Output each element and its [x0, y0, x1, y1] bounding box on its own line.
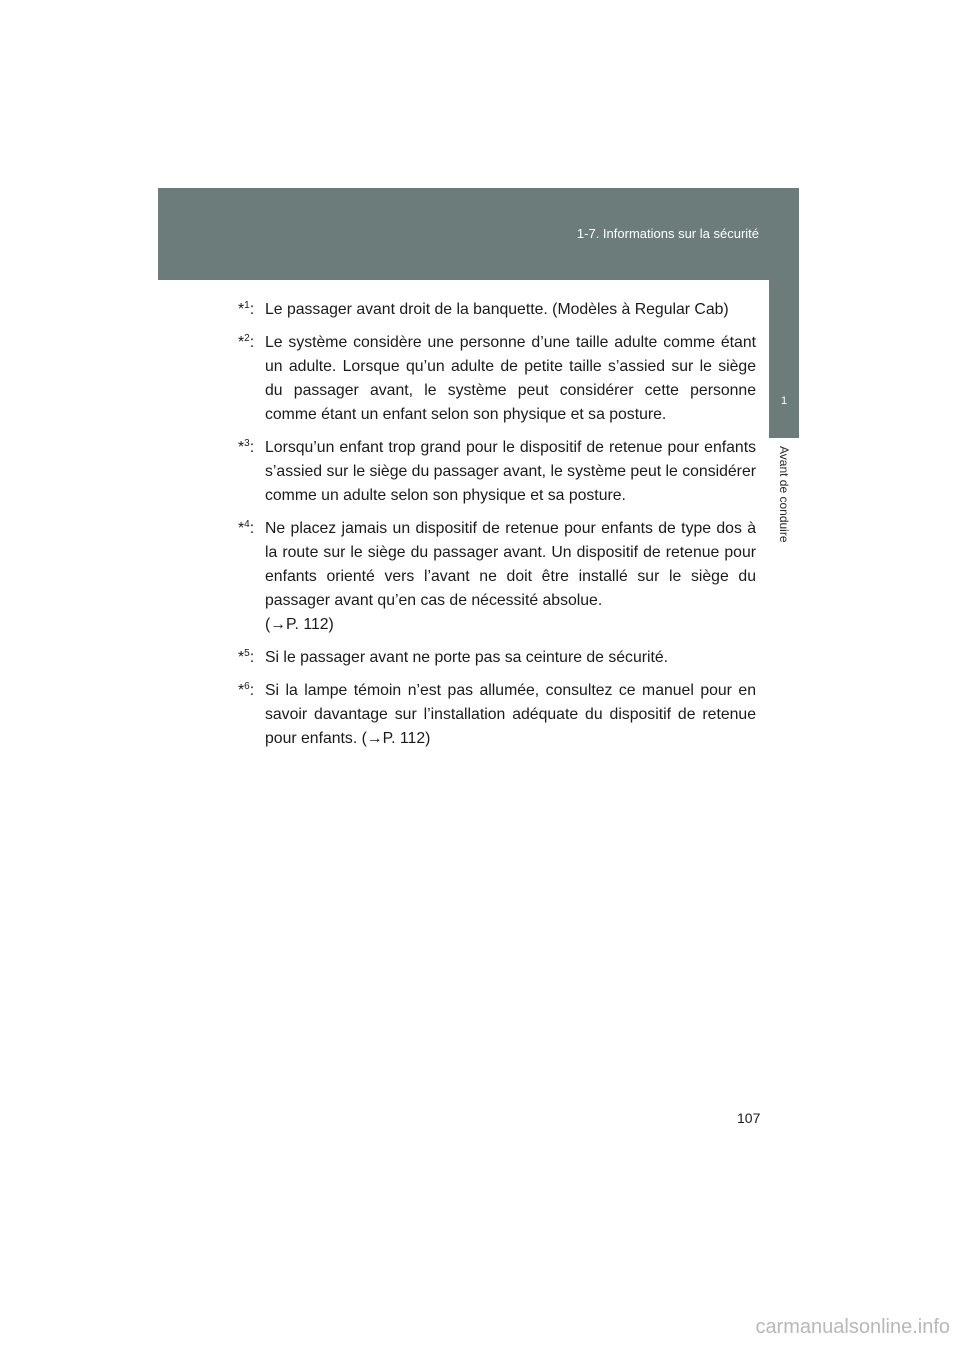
- footnote-marker: *$^1$:: [238, 300, 255, 318]
- footnote-1: [238, 298, 756, 322]
- footnote-4: [238, 517, 756, 637]
- footnote-marker: *$^3$:: [238, 438, 255, 456]
- footnote-5: [238, 646, 756, 670]
- footnote-3: [238, 436, 756, 508]
- footnote-marker: *$^2$:: [238, 333, 255, 351]
- footnote-text: Lorsqu’un enfant trop grand pour le dispositif de retenue pour enfants s’assied sur le siège du passager avant, le système peut le considérer comme un adulte selon son physique et sa posture.: [265, 439, 756, 504]
- footnote-text: Si la lampe témoin n’est pas allumée, consultez ce manuel pour en savoir davantage sur l’installation adéquate du dispositif de retenue pour enfants. (→P. 112): [265, 682, 756, 747]
- header-band: [158, 188, 799, 280]
- footnote-2: [238, 331, 756, 427]
- chapter-label-area: [769, 438, 799, 568]
- chapter-tab: [769, 280, 799, 438]
- footnote-text: Ne placez jamais un dispositif de retenue pour enfants de type dos à la route sur le siège du passager avant. Un dispositif de retenue pour enfants orienté vers l’avant ne doit être installé sur le siège du passager avant qu’en cas de nécessité absolue.: [265, 520, 756, 609]
- footnote-6: [238, 679, 756, 751]
- footnote-marker: *$^4$:: [238, 519, 255, 537]
- footnote-marker: *$^5$:: [238, 648, 255, 666]
- page-number: 107: [737, 1110, 761, 1126]
- footnote-text: Le système considère une personne d’une taille adulte comme étant un adulte. Lorsque qu’un adulte de petite taille s’assied sur le siège du passager avant, le système peut considérer cette personne comme étant un enfant selon son physique et sa posture.: [265, 334, 756, 423]
- footnote-text: Le passager avant droit de la banquette. (Modèles à Regular Cab): [265, 301, 729, 318]
- watermark: carmanualsonline.info: [755, 1316, 950, 1338]
- section-title: 1-7. Informations sur la sécurité: [576, 226, 759, 241]
- footnote-text: Si le passager avant ne porte pas sa ceinture de sécurité.: [265, 649, 669, 666]
- chapter-number: 1: [780, 395, 788, 407]
- footnote-marker: *$^6$:: [238, 681, 255, 699]
- page-reference-link[interactable]: (→P. 112): [265, 616, 334, 633]
- chapter-label: Avant de conduire: [777, 446, 791, 543]
- footnotes-list: [238, 298, 756, 760]
